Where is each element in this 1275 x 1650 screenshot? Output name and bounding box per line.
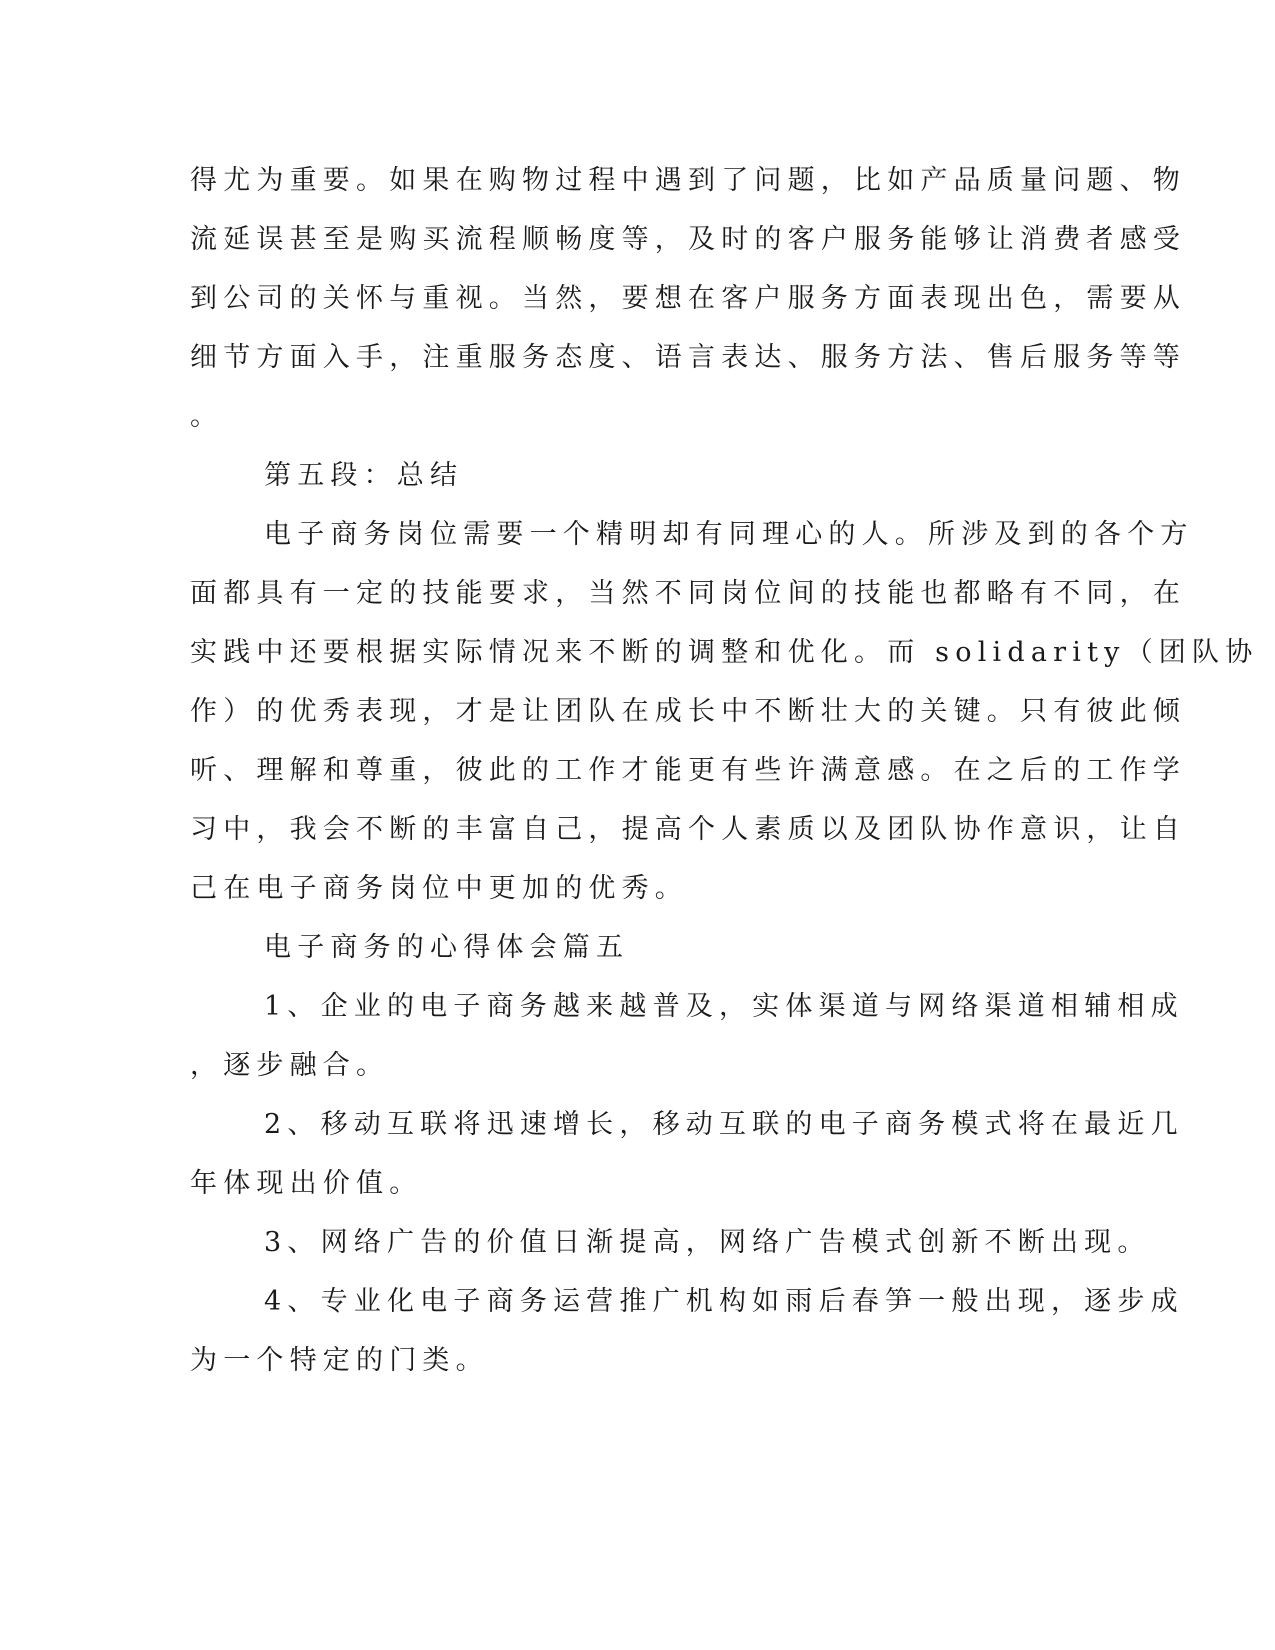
list-item: 4、专业化电子商务运营推广机构如雨后春笋一般出现，逐步成 <box>264 1286 1184 1317</box>
text-line: 流延误甚至是购买流程顺畅度等，及时的客户服务能够让消费者感受 <box>190 224 1186 255</box>
text-line: 为一个特定的门类。 <box>190 1345 489 1376</box>
list-item: 3、网络广告的价值日渐提高，网络广告模式创新不断出现。 <box>264 1227 1151 1258</box>
text-line: 得尤为重要。如果在购物过程中遇到了问题，比如产品质量问题、物 <box>190 165 1186 196</box>
section-heading: 电子商务的心得体会篇五 <box>264 932 630 963</box>
text-line: 听、理解和尊重，彼此的工作才能更有些许满意感。在之后的工作学 <box>190 755 1186 786</box>
text-line: 面都具有一定的技能要求，当然不同岗位间的技能也都略有不同，在 <box>190 578 1186 609</box>
text-line: 年体现出价值。 <box>190 1168 423 1199</box>
list-item: 2、移动互联将迅速增长，移动互联的电子商务模式将在最近几 <box>264 1109 1184 1140</box>
list-item: 1、企业的电子商务越来越普及，实体渠道与网络渠道相辅相成 <box>264 991 1184 1022</box>
text-line: 作）的优秀表现，才是让团队在成长中不断壮大的关键。只有彼此倾 <box>190 696 1186 727</box>
text-line: 习中，我会不断的丰富自己，提高个人素质以及团队协作意识，让自 <box>190 814 1186 845</box>
text-line: ，逐步融合。 <box>190 1050 390 1081</box>
section-heading: 第五段：总结 <box>264 460 464 491</box>
text-line: 己在电子商务岗位中更加的优秀。 <box>190 873 688 904</box>
text-line: 电子商务岗位需要一个精明却有同理心的人。所涉及到的各个方 <box>264 519 1194 550</box>
text-line: 实践中还要根据实际情况来不断的调整和优化。而 solidarity（团队协 <box>190 637 1259 668</box>
text-line: 细节方面入手，注重服务态度、语言表达、服务方法、售后服务等等 <box>190 342 1186 373</box>
text-line: 到公司的关怀与重视。当然，要想在客户服务方面表现出色，需要从 <box>190 283 1186 314</box>
text-line: 。 <box>190 401 224 432</box>
